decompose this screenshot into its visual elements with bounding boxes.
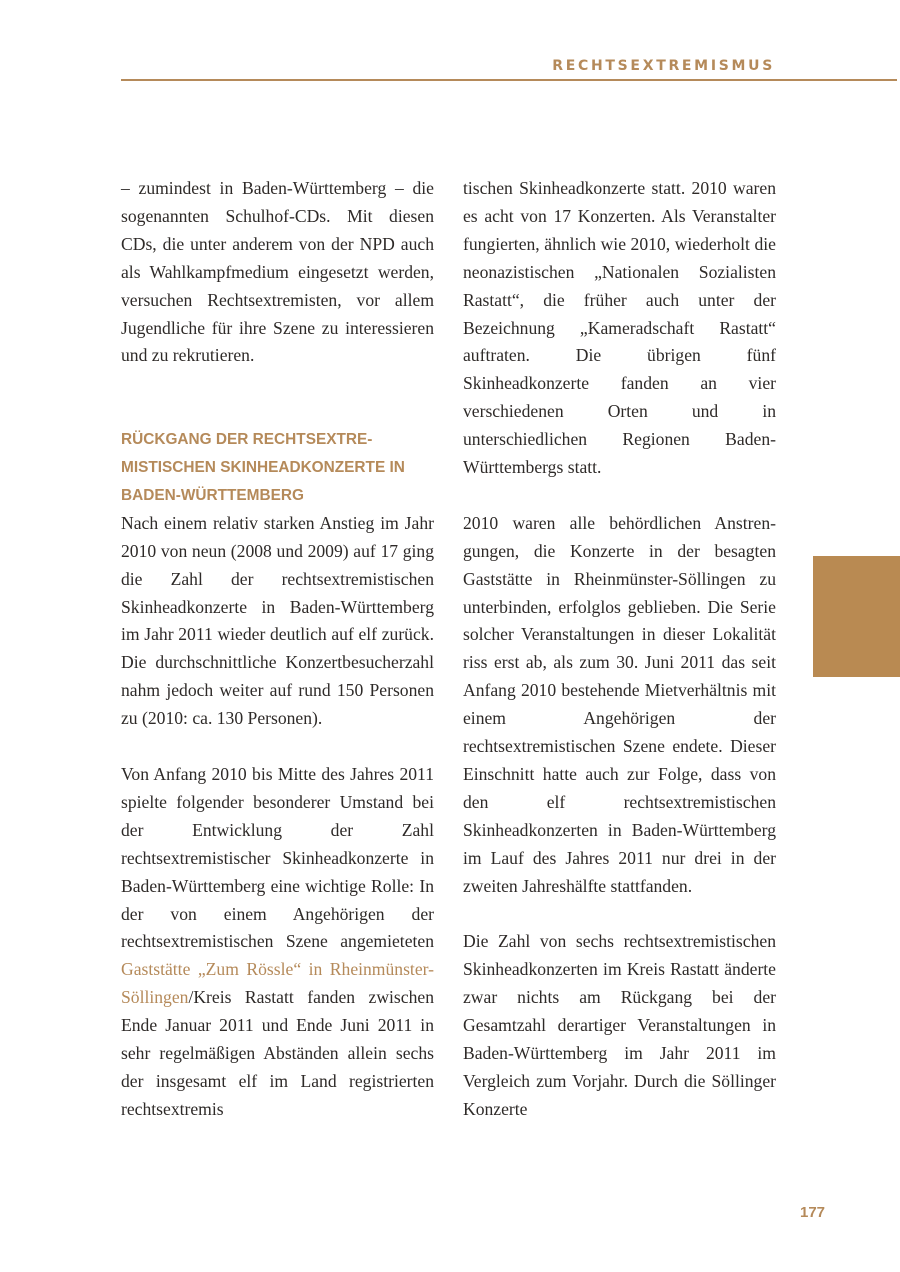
paragraph-spacer [121, 398, 434, 426]
paragraph-spacer [121, 370, 434, 398]
paragraph-spacer [121, 733, 434, 761]
section-heading: RÜCKGANG DER RECHTSEXTREMISTISCHEN SKINHEADKONZERTE IN BADEN-WÜRTTEMBERG [121, 431, 405, 504]
left-paragraph-2: Nach einem relativ starken Anstieg im Jahr 2010 von neun (2008 und 2009) auf 17 ging die Zahl der rechtsextremistischen Skinheadkonzerte in Baden-Württemberg im Jahr 2011 wieder deutlich auf elf zurück. Die durchschnittliche Konzertbesucherzahl nahm jedoch weiter auf rund 150 Personen zu (2010: ca. 130 Personen). [121, 512, 434, 729]
left-paragraph-1: – zumindest in Baden-Württemberg – die sogenannten Schulhof-CDs. Mit diesen CDs, die unter anderem von der NPD auch als Wahlkampfmedium eingesetzt werden, versuchen Rechtsextremisten, vor allem Jugendliche für ihre Szene zu interessieren und zu rekrutieren. [121, 178, 434, 366]
right-paragraph-3: Die Zahl von sechs rechtsextremistischen Skinheadkonzerten im Kreis Rastatt änderte zwar nichts am Rückgang bei der Gesamtzahl derartiger Veranstaltungen in Baden-Württemberg im Jahr 2011 im Vergleich zum Vorjahr. Durch die Söllinger Konzerte [463, 931, 776, 1119]
left-paragraph-3-start: Von Anfang 2010 bis Mitte des Jahres 2011 spielte folgender besonderer Umstand bei der Entwicklung der Zahl rechtsextremistischer Skinheadkonzerte in Baden-Württemberg eine wichtige Rolle: In der von einem Angehörigen der rechtsextremistischen Szene angemieteten [121, 763, 434, 952]
highlighted-venue-reference: Gaststätte „Zum Rössle“ in Rheinmünster-Söllingen [121, 959, 434, 1008]
page-number: 177 [800, 1204, 826, 1221]
left-column [121, 175, 434, 1124]
left-paragraph-3 [121, 761, 434, 1124]
paragraph-spacer [463, 482, 776, 510]
running-header [121, 56, 897, 81]
right-paragraph-2: 2010 waren alle behördlichen Anstrengungen, die Konzerte in der besagten Gaststätte in Rheinmünster-Söllingen zu unterbinden, erfolglos geblieben. Die Serie solcher Veranstaltungen in dieser Lokalität riss erst ab, als zum 30. Juni 2011 das seit Anfang 2010 bestehende Mietverhältnis mit einem Angehörigen der rechtsextremistischen Szene endete. Dieser Einschnitt hatte auch zur Folge, dass von den elf rechtsextremistischen Skinheadkonzerten in Baden-Württemberg im Lauf des Jahres 2011 nur drei in der zweiten Jahreshälfte stattfanden. [463, 512, 776, 896]
running-header-title: RECHTSEXTREMISMUS [552, 58, 775, 74]
paragraph-spacer [463, 901, 776, 929]
right-column [463, 175, 776, 1124]
left-paragraph-3-end: /Kreis Rastatt fanden zwischen Ende Januar 2011 und Ende Juni 2011 in sehr regelmäßigen Abständen allein sechs der insgesamt elf im Land registrierten rechtsextremis [121, 987, 434, 1119]
chapter-thumb-tab [813, 556, 900, 677]
right-paragraph-1: tischen Skinheadkonzerte statt. 2010 waren es acht von 17 Konzerten. Als Veranstalter fungierten, ähnlich wie 2010, wiederholt die neonazistischen „Nationalen Sozialisten Rastatt“, die früher auch unter der Bezeichnung „Kameradschaft Rastatt“ auftraten. Die übrigen fünf Skinheadkonzerte fanden an vier verschiedenen Orten und in unterschiedlichen Regionen Baden-Württembergs statt. [463, 178, 776, 478]
